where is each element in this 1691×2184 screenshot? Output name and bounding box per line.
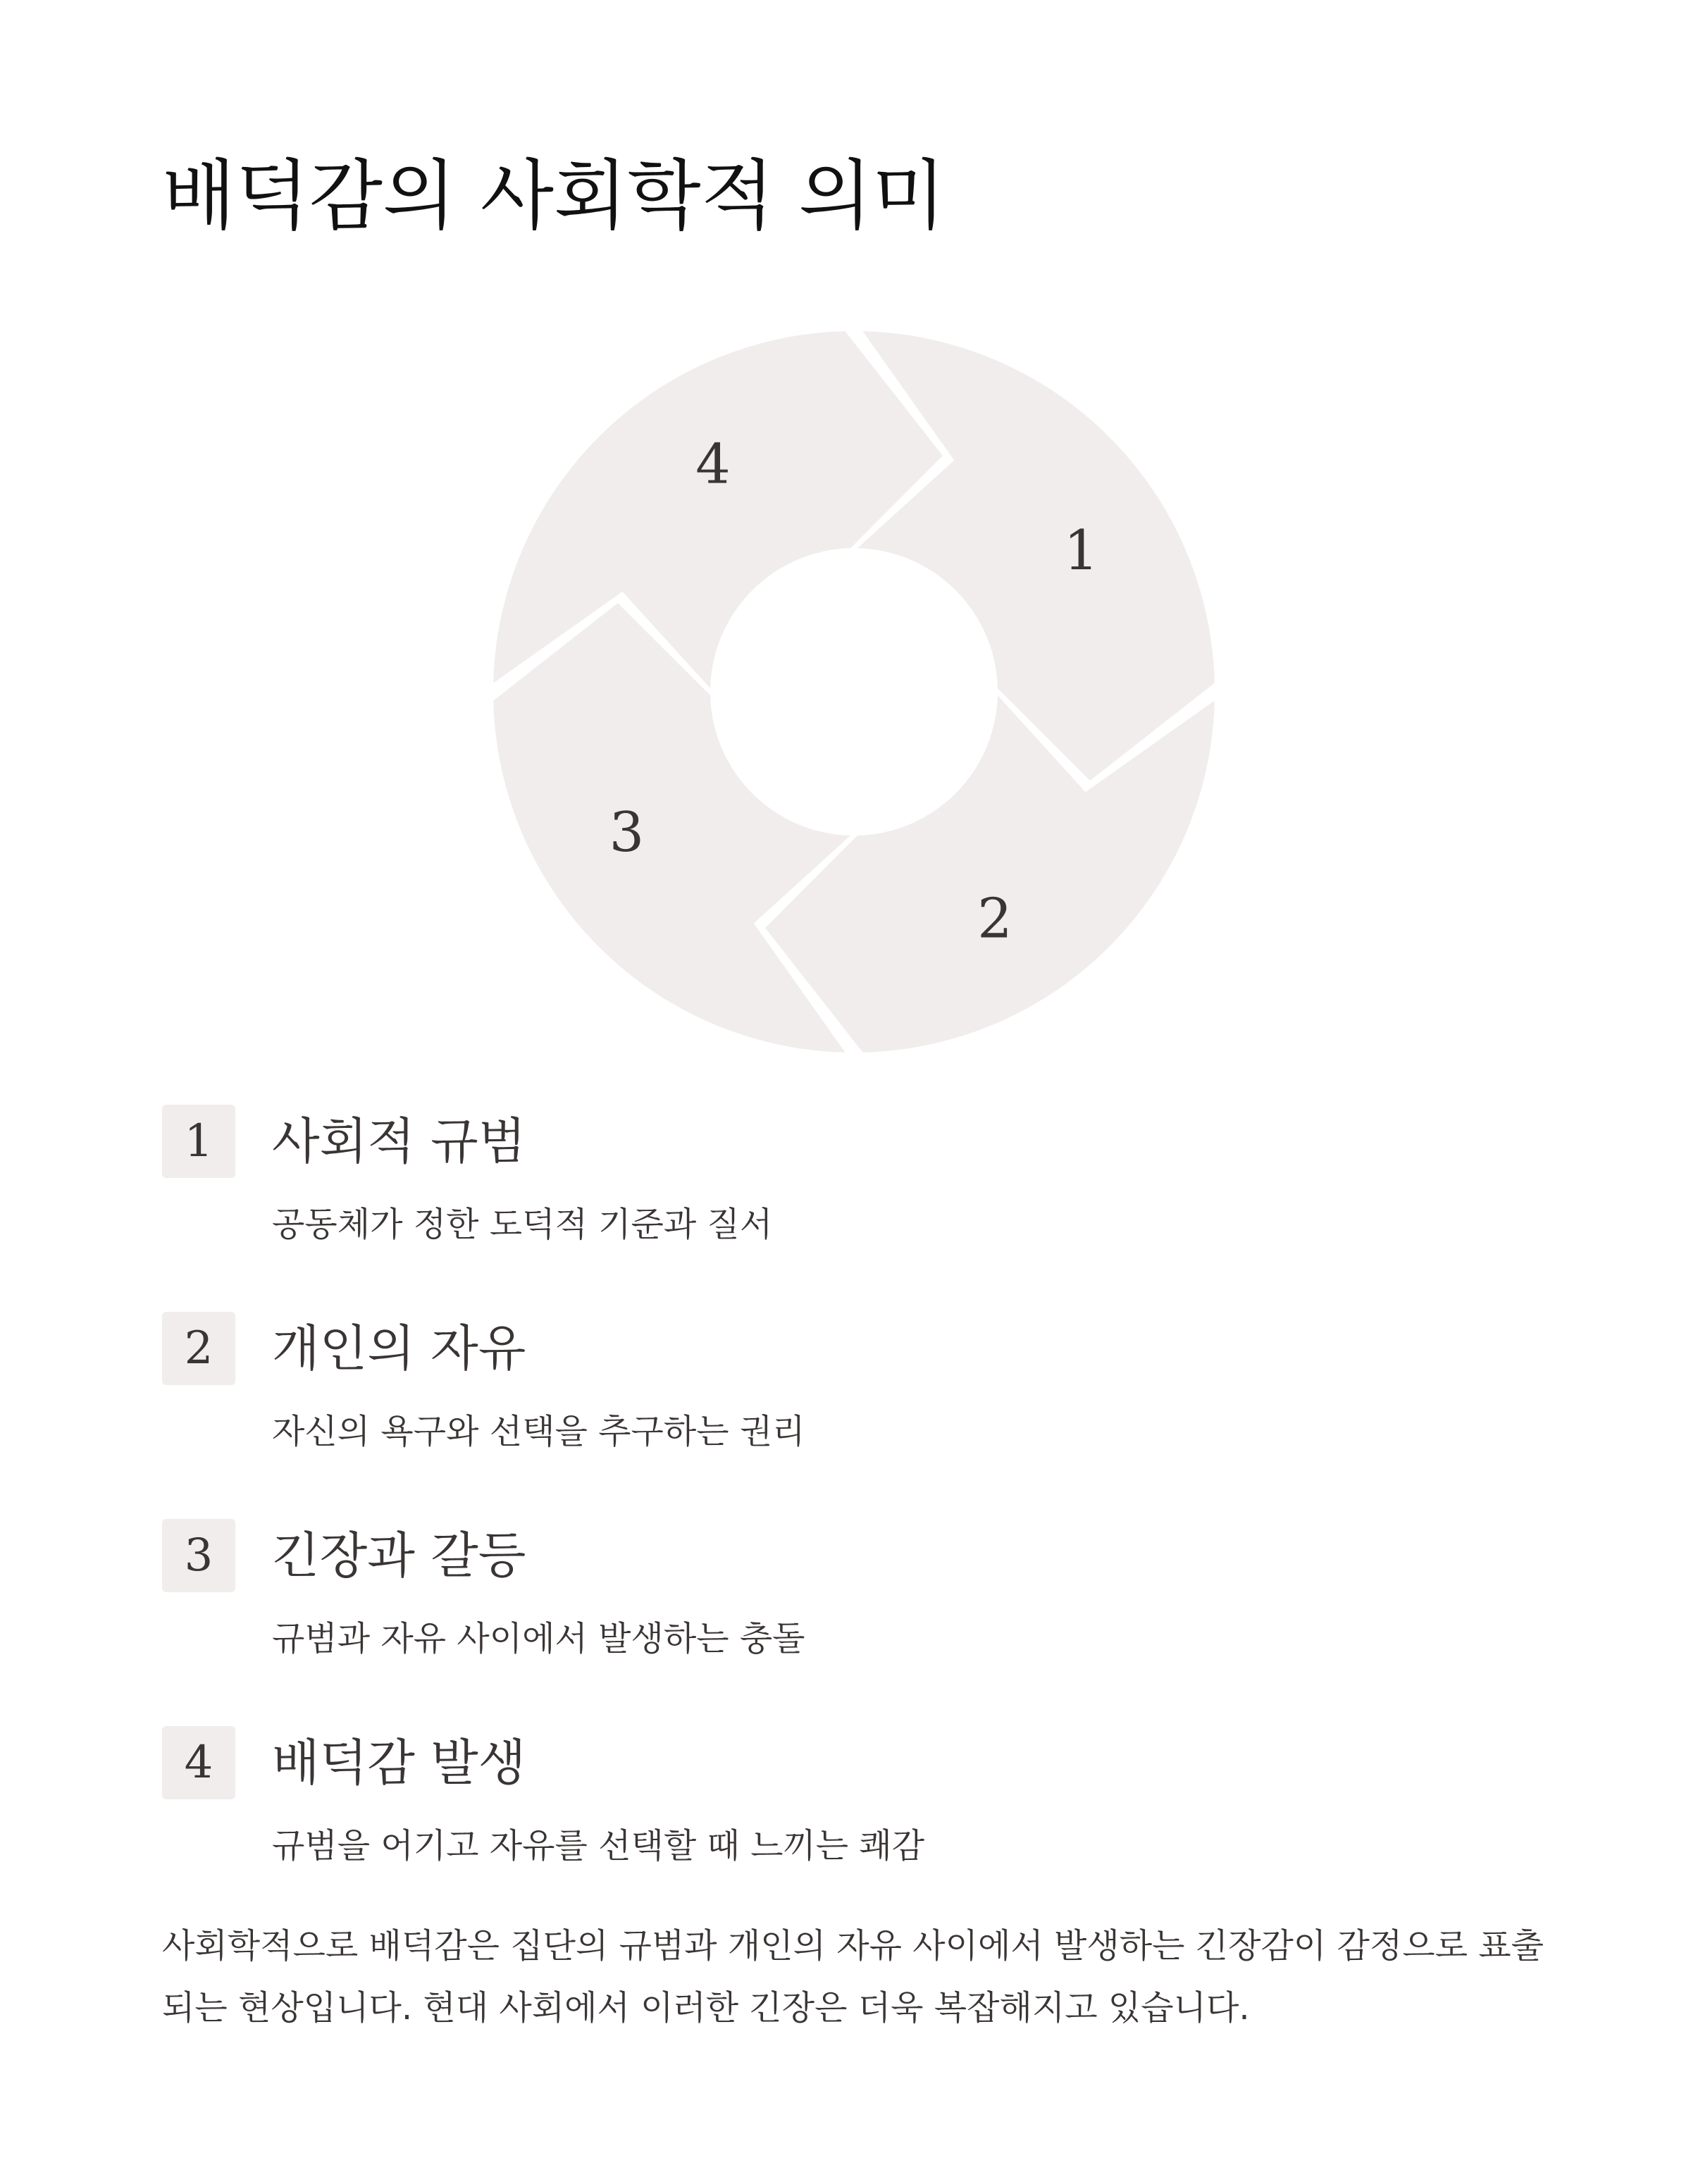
list-item bbox=[162, 1726, 1536, 1933]
item-description: 자신의 욕구와 선택을 추구하는 권리 bbox=[272, 1412, 805, 1451]
item-list bbox=[162, 1105, 1536, 1933]
item-title: 배덕감 발생 bbox=[272, 1734, 526, 1792]
item-description: 공동체가 정한 도덕적 기준과 질서 bbox=[272, 1205, 773, 1244]
cycle-segment-2 bbox=[765, 695, 1215, 1053]
cycle-segment-number: 2 bbox=[977, 887, 1012, 951]
item-title: 개인의 자유 bbox=[272, 1320, 526, 1377]
summary-paragraph: 사회학적으로 배덕감은 집단의 규범과 개인의 자유 사이에서 발생하는 긴장감이 감정으로 표출되는 현상입니다. 현대 사회에서 이러한 긴장은 더욱 복잡해지고 있습니다. bbox=[162, 1926, 1544, 2028]
item-number-badge: 3 bbox=[162, 1519, 235, 1592]
item-number-badge: 2 bbox=[162, 1312, 235, 1385]
item-description: 규범과 자유 사이에서 발생하는 충돌 bbox=[272, 1619, 805, 1658]
item-number-badge: 4 bbox=[162, 1726, 235, 1799]
list-item bbox=[162, 1519, 1536, 1726]
cycle-segment-number: 4 bbox=[695, 433, 731, 497]
list-item bbox=[162, 1312, 1536, 1519]
item-description: 규범을 어기고 자유를 선택할 때 느끼는 쾌감 bbox=[272, 1826, 925, 1866]
cycle-segment-4 bbox=[493, 331, 943, 688]
cycle-segment-3 bbox=[493, 603, 850, 1053]
cycle-segment-number: 1 bbox=[1063, 519, 1099, 583]
item-title: 긴장과 갈등 bbox=[272, 1527, 526, 1584]
page-title: 배덕감의 사회학적 의미 bbox=[162, 152, 946, 240]
cycle-segment-1 bbox=[857, 331, 1215, 781]
item-title: 사회적 규범 bbox=[272, 1112, 526, 1170]
list-item bbox=[162, 1105, 1536, 1312]
item-number-badge: 1 bbox=[162, 1105, 235, 1178]
cycle-segment-number: 3 bbox=[609, 801, 645, 864]
